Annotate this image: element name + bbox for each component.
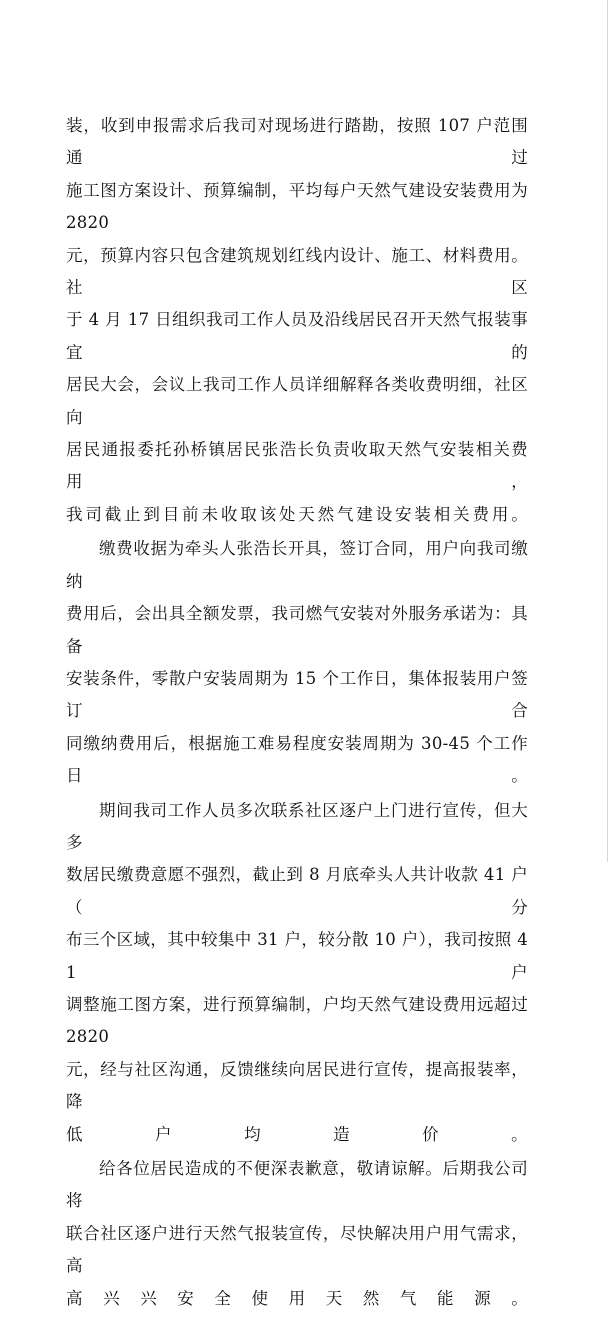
text-line: 缴费收据为牵头人张浩长开具，签订合同，用户向我司缴纳 [66, 539, 528, 591]
text-line: 期间我司工作人员多次联系社区逐户上门进行宣传，但大多 [66, 800, 528, 852]
text-line: 于 4 月 17 日组织我司工作人员及沿线居民召开天然气报装事宜的 [66, 310, 528, 362]
text-line: 数居民缴费意愿不强烈，截止到 8 月底牵头人共计收款 41 户（分 [66, 865, 528, 917]
paragraph-publicity-and-adjustment [66, 795, 528, 1151]
text-line: 我司截止到目前未收取该处天然气建设安装相关费用。 [66, 504, 528, 524]
text-line: 高兴兴安全使用天然气能源。 [66, 1288, 528, 1308]
text-line: 施工图方案设计、预算编制，平均每户天然气建设安装费用为 2820 [66, 180, 528, 233]
text-line: 装，收到申报需求后我司对现场进行踏勘，按照 107 户范围通过 [66, 116, 528, 168]
text-line: 居民大会，会议上我司工作人员详细解释各类收费明细，社区向 [66, 375, 528, 427]
text-line: 居民通报委托孙桥镇居民张浩长负责收取天然气安装相关费用， [66, 440, 528, 492]
document-body [66, 110, 528, 1317]
page-edge-divider [607, 0, 608, 862]
text-line: 调整施工图方案，进行预算编制，户均天然气建设费用远超过 2820 [66, 994, 528, 1047]
paragraph-apology [66, 1153, 528, 1315]
text-line: 联合社区逐户进行天然气报装宣传，尽快解决用户用气需求，高 [66, 1223, 528, 1276]
text-line: 同缴纳费用后，根据施工难易程度安装周期为 30-45 个工作日。 [66, 733, 528, 786]
paragraph-survey-and-budget [66, 110, 528, 531]
paragraph-receipt-and-service [66, 533, 528, 792]
text-line: 低户均造价。 [66, 1124, 528, 1144]
text-line: 元，预算内容只包含建筑规划红线内设计、施工、材料费用。社区 [66, 245, 528, 298]
text-line: 费用后，会出具全额发票，我司燃气安装对外服务承诺为：具备 [66, 604, 528, 656]
text-line: 安装条件，零散户安装周期为 15 个工作日，集体报装用户签订合 [66, 668, 528, 721]
text-line: 布三个区域，其中较集中 31 户，较分散 10 户），我司按照 41 户 [66, 930, 528, 982]
text-line: 元，经与社区沟通，反馈继续向居民进行宣传，提高报装率，降 [66, 1059, 528, 1112]
text-line: 给各位居民造成的不便深表歉意，敬请谅解。后期我公司将 [66, 1159, 528, 1211]
